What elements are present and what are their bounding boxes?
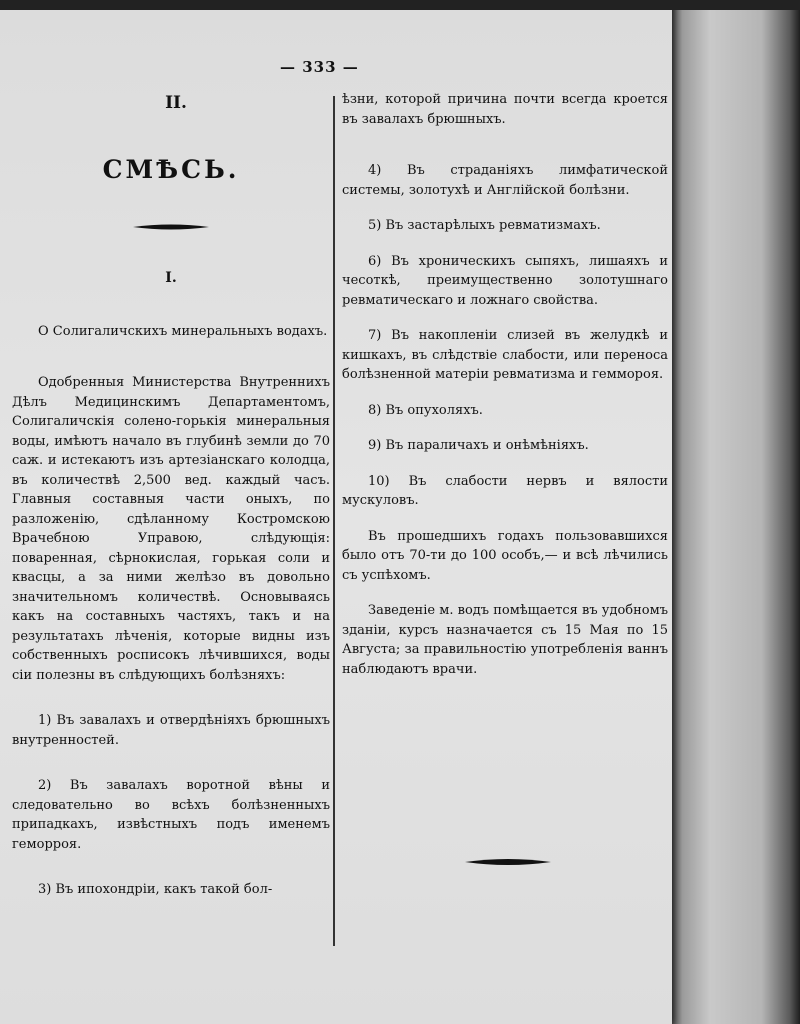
page-number: — 333 — xyxy=(280,58,359,76)
column-divider xyxy=(333,96,335,946)
left-column xyxy=(12,90,330,900)
list-item: 2) Въ завалахъ воротной вѣны и следовательно во всѣхъ болѣзненныхъ припадкахъ, извѣстныхъ подъ именемъ геморроя. xyxy=(12,778,330,852)
closing-paragraph: Заведеніе м. водъ помѣщается въ удобномъ зданіи, курсъ назначается съ 15 Мая по 15 Августа; за правильностію употребленія ваннъ наблюдаютъ врачи. xyxy=(342,603,668,677)
ornament-icon xyxy=(133,223,209,231)
list-item: 10) Въ слабости нервъ и вялости мускуловъ. xyxy=(342,473,668,508)
list-item: 1) Въ завалахъ и отвердѣніяхъ брюшныхъ внутренностей. xyxy=(12,713,330,748)
section-title: СМѢСЬ. xyxy=(102,154,240,184)
end-ornament xyxy=(465,852,551,862)
top-shadow xyxy=(0,0,800,10)
intro-paragraph: Одобренныя Министерства Внутреннихъ Дѣлъ Медицинскимъ Департаментомъ, Солигаличскія солено-горькія минеральныя воды, имѣютъ начало въ глубинѣ земли до 70 саж. и истекаютъ изъ артезіанскаго колодца, въ количествѣ 2,500 вед. каждый часъ. Главныя составныя части оныхъ, по разложенію, сдѣланному Костромскою Врачебною Управою, слѣдующія: поваренная, сѣрнокислая, горькая соли и квасцы, а за ними желѣзо въ довольно значительномъ количествѣ. Основываясь какъ на составныхъ частяхъ, такъ и на результатахъ лѣченія, которые видны изъ собственныхъ росписокъ лѣчившихся, воды сіи полезны въ слѣдующихъ болѣзняхъ: xyxy=(12,375,330,683)
list-item: 4) Въ страданіяхъ лимфатической системы, золотухѣ и Англійской болѣзни. xyxy=(342,163,668,198)
end-ornament-icon xyxy=(465,857,551,867)
book-edge xyxy=(672,0,800,1024)
right-column xyxy=(342,90,668,679)
article-title: О Солигаличскихъ минеральныхъ водахъ. xyxy=(38,323,328,339)
list-item: 7) Въ накопленіи слизей въ желудкѣ и кишкахъ, въ слѣдствіе слабости, или переноса болѣзненной матеріи ревматизма и геммороя. xyxy=(342,328,668,382)
continued-text: ѣзни, которой причина почти всегда кроется въ завалахъ брюшныхъ. xyxy=(342,92,668,127)
list-item: 9) Въ параличахъ и онѣмѣніяхъ. xyxy=(368,438,589,453)
section-number: II. xyxy=(165,93,187,113)
list-item: 8) Въ опухоляхъ. xyxy=(368,402,483,418)
closing-paragraph: Въ прошедшихъ годахъ пользовавшихся было отъ 70-ти до 100 особъ,— и всѣ лѣчились съ успѣхомъ. xyxy=(342,528,668,583)
list-item: 5) Въ застарѣлыхъ ревматизмахъ. xyxy=(368,218,601,233)
title-ornament xyxy=(133,223,209,231)
list-item: 3) Въ ипохондріи, какъ такой бол- xyxy=(38,882,273,897)
article-number: I. xyxy=(165,270,177,286)
list-item: 6) Въ хроническихъ сыпяхъ, лишаяхъ и чесоткѣ, преимущественно золотушнаго ревматическаго и ложнаго свойства. xyxy=(342,253,668,308)
